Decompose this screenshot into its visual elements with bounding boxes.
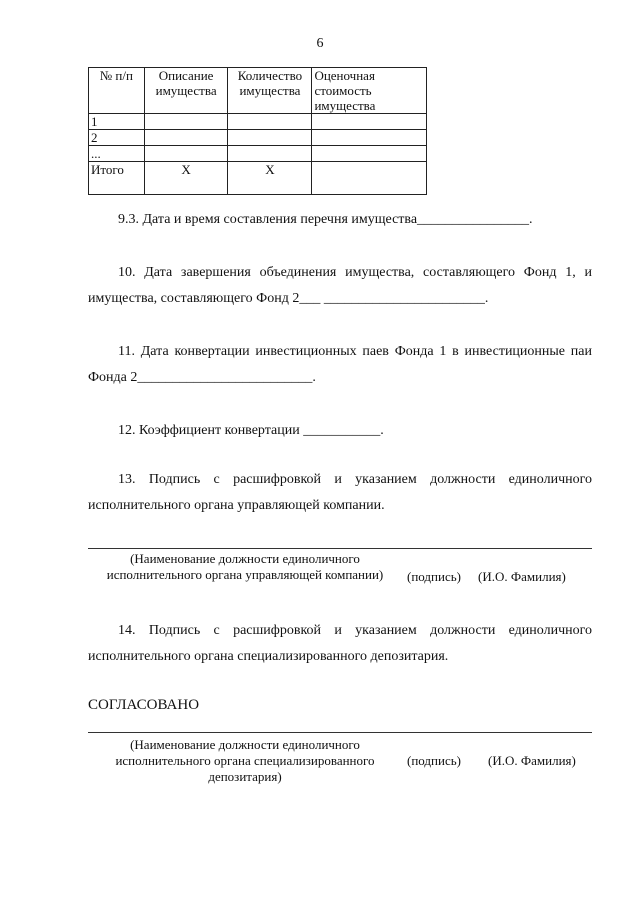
approved-label: СОГЛАСОВАНО: [88, 697, 200, 713]
signature-line-depositary: [88, 732, 592, 733]
table-header-value: Оценочная стоимость имущества: [312, 68, 427, 114]
depositary-name-caption: (И.О. Фамилия): [488, 753, 576, 768]
table-cell: [144, 130, 228, 146]
table-cell: [144, 114, 228, 130]
table-cell: Х: [144, 162, 228, 195]
uk-name-caption: (И.О. Фамилия): [478, 569, 566, 584]
table-row: [89, 114, 427, 130]
table-header-row: [89, 68, 427, 114]
table-header-description: Описание имущества: [144, 68, 228, 114]
uk-position-caption: (Наименование должности единоличного исполнительного органа управляющей компании): [106, 551, 384, 582]
table-header-quantity: Количество имущества: [228, 68, 312, 114]
table-cell: [144, 146, 228, 162]
table-cell: 2: [89, 130, 145, 146]
table-row: [89, 130, 427, 146]
item-9-3: 9.3. Дата и время составления перечня имущества________________.: [118, 212, 533, 227]
table-cell: ...: [89, 146, 145, 162]
table-cell: [312, 146, 427, 162]
page-number: 6: [316, 36, 324, 51]
table-cell: Х: [228, 162, 312, 195]
table-cell: [228, 130, 312, 146]
table-cell: [312, 114, 427, 130]
depositary-signature-caption: (подпись): [407, 753, 461, 768]
item-11: 11. Дата конвертации инвестиционных паев Фонда 1 в инвестиционные паи Фонда 2_________________________.: [88, 344, 592, 385]
table-cell: [312, 130, 427, 146]
table-cell: Итого: [89, 162, 145, 195]
table-cell: 1: [89, 114, 145, 130]
item-14: 14. Подпись с расшифровкой и указанием должности единоличного исполнительного органа специализированного депозитария.: [88, 623, 592, 664]
property-table: [88, 67, 427, 195]
item-10: 10. Дата завершения объединения имущества, составляющего Фонд 1, и имущества, составляющего Фонд 2___ _______________________.: [88, 265, 592, 306]
uk-signature-caption: (подпись): [407, 569, 461, 584]
table-row: [89, 146, 427, 162]
table-cell: [312, 162, 427, 195]
depositary-position-caption: (Наименование должности единоличного исполнительного органа специализированного депозитария): [115, 737, 375, 784]
item-12: 12. Коэффициент конвертации ___________.: [118, 423, 384, 438]
table-row-total: [89, 162, 427, 195]
table-cell: [228, 146, 312, 162]
signature-line-uk: [88, 548, 592, 549]
table-cell: [228, 114, 312, 130]
item-13: 13. Подпись с расшифровкой и указанием должности единоличного исполнительного органа управляющей компании.: [88, 472, 592, 513]
table-header-number: № п/п: [89, 68, 145, 114]
